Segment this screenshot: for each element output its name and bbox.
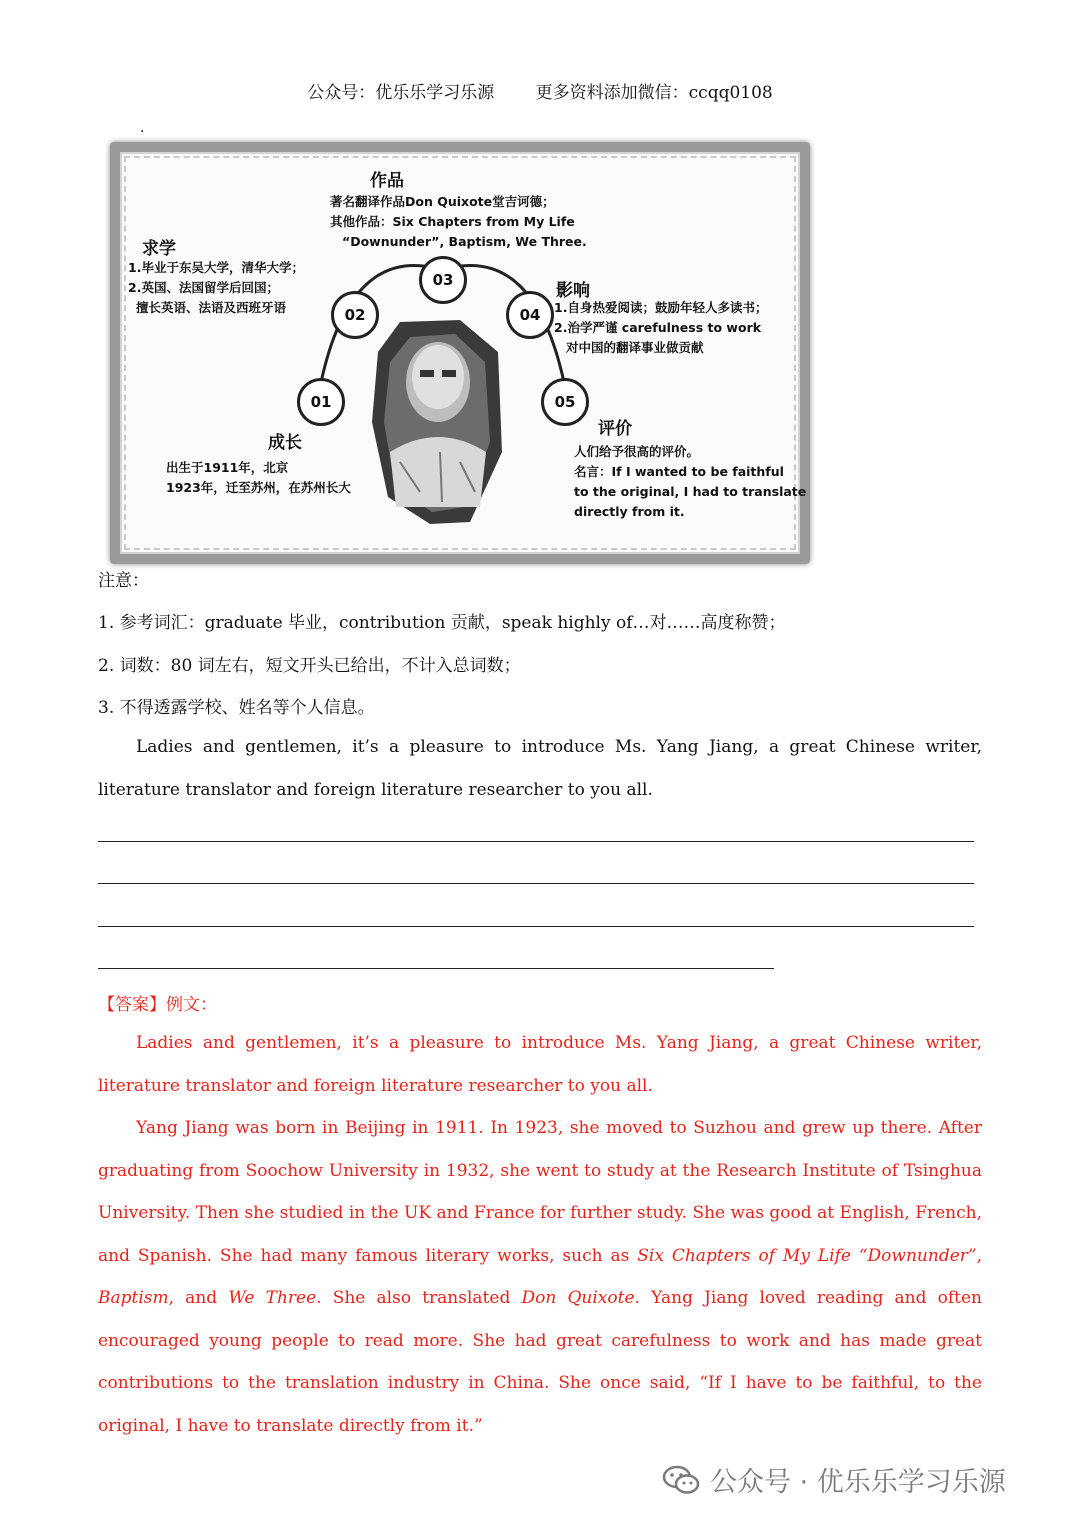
works-line: 其他作品：Six Chapters from My Life <box>330 214 575 229</box>
header-account: 公众号：优乐乐学习乐源 <box>307 83 495 103</box>
influence-line: 1.自身热爱阅读；鼓励年轻人多读书； <box>554 300 768 315</box>
wechat-icon <box>662 1465 700 1495</box>
review-title: 评价 <box>598 419 632 439</box>
work-title: Six Chapters of My Life “Downunder” <box>637 1245 977 1266</box>
study-text <box>128 258 304 318</box>
growth-line: 出生于1911年，北京 <box>166 460 289 475</box>
answer-text-segment: , <box>976 1245 982 1266</box>
works-title: 作品 <box>370 171 404 191</box>
answer-text-2 <box>98 1107 982 1447</box>
growth-title: 成长 <box>268 433 302 453</box>
prompt-text: Ladies and gentlemen, it’s a pleasure to introduce Ms. Yang Jiang, a great Chinese writer, literature translator and foreign literature researcher to you all. <box>98 737 982 800</box>
study-title: 求学 <box>142 239 176 259</box>
works-line: 著名翻译作品Don Quixote堂吉诃德； <box>330 194 555 209</box>
answer-line-4 <box>98 968 774 969</box>
node-05: 05 <box>541 378 589 426</box>
growth-line: 1923年，迁至苏州，在苏州长大 <box>166 480 351 495</box>
node-03: 03 <box>419 256 467 304</box>
stray-dot: · <box>140 124 145 140</box>
review-text <box>574 442 806 522</box>
answer-label: 【答案】例文： <box>98 995 217 1015</box>
works-text <box>330 192 587 252</box>
note-item-3: 3. 不得透露学校、姓名等个人信息。 <box>98 698 375 718</box>
notes-heading: 注意： <box>98 571 149 591</box>
watermark-text: 公众号 · 优乐乐学习乐源 <box>710 1467 1006 1498</box>
answer-line-3 <box>98 926 974 927</box>
study-line: 2.英国、法国留学后回国； <box>128 280 279 295</box>
review-line: 名言：If I wanted to be faithful <box>574 464 784 479</box>
work-title: We Three <box>228 1288 317 1308</box>
works-line: “Downunder”, Baptism, We Three. <box>342 234 587 249</box>
influence-line: 2.治学严谨 carefulness to work <box>554 320 762 335</box>
study-line: 1.毕业于东吴大学，清华大学； <box>128 260 304 275</box>
answer-line-1 <box>98 841 974 842</box>
influence-line: 对中国的翻译事业做贡献 <box>566 340 704 355</box>
influence-title: 影响 <box>556 281 590 301</box>
header-wechat: 更多资料添加微信：ccqq0108 <box>535 83 773 103</box>
answer-paragraph-2 <box>98 1107 982 1447</box>
answer-text-segment: . Yang Jiang loved reading and often encouraged young people to read more. She had great carefulness to work and has made great contributions to the translation industry in China. She once said, “If I have to be faithful, to the original, I have to translate directly from it.” <box>98 1288 982 1436</box>
note-item-2: 2. 词数：80 词左右，短文开头已给出，不计入总词数； <box>98 656 521 676</box>
review-line: to the original, I had to translate <box>574 484 807 499</box>
wechat-watermark <box>662 1460 1006 1499</box>
note-item-1: 1. 参考词汇：graduate 毕业，contribution 贡献，speak highly of…对……高度称赞； <box>98 613 786 633</box>
yang-jiang-mindmap-figure <box>110 142 810 564</box>
review-line: directly from it. <box>574 504 685 519</box>
influence-text <box>554 298 767 358</box>
answer-text-segment: . She also translated <box>316 1288 522 1308</box>
review-line: 人们给予很高的评价。 <box>574 444 700 459</box>
answer-text-segment: , and <box>168 1288 229 1308</box>
work-title: Baptism <box>98 1288 169 1308</box>
answer-text-segment: Yang Jiang was born in Beijing in 1911. In 1923, she moved to Suzhou and grew up there. After graduating from Soochow University in 1932, she went to study at the Research Institute of Tsinghua University. Then she studied in the UK and France for further study. She was good at English, French, and Spanish. She had many famous literary works, such as <box>98 1118 982 1266</box>
node-04: 04 <box>506 291 554 339</box>
growth-text <box>166 458 351 498</box>
portrait-image <box>372 320 502 524</box>
answer-text-1: Ladies and gentlemen, it’s a pleasure to introduce Ms. Yang Jiang, a great Chinese writer, literature translator and foreign literature researcher to you all. <box>98 1033 982 1096</box>
prompt-paragraph <box>98 726 982 811</box>
work-title: Don Quixote <box>521 1288 635 1308</box>
node-01: 01 <box>297 378 345 426</box>
answer-line-2 <box>98 883 974 884</box>
page-header <box>0 78 1080 103</box>
node-02: 02 <box>331 291 379 339</box>
study-line: 擅长英语、法语及西班牙语 <box>136 300 287 315</box>
answer-paragraph-1 <box>98 1022 982 1107</box>
